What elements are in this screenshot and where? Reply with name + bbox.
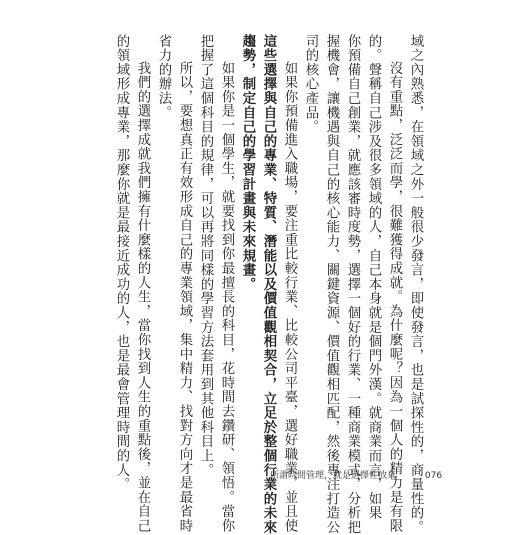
text-column-8: 這些選擇與自己的專業、特質、潛能以及價值觀相契合，立足於整個行業的未來 <box>261 34 277 535</box>
text-column-2: 沒有重點，泛泛而學，很難獲得成就。為什麼呢？因為一個人的精力是有限 <box>387 61 402 533</box>
page-footer <box>270 468 442 481</box>
text-column-10: 如果你是一個學生，就要找到你最擅長的科目，花時間去鑽研、領悟。當你 <box>219 61 234 533</box>
text-column-13: 省力的辦法。 <box>156 34 171 120</box>
text-column-1: 域之內熟悉，在領域之外一般很少發言，即使發言，也是試探性的，商量性的。 <box>408 34 423 535</box>
text-column-14: 我們的選擇成就我們擁有什麼樣的人生，當你找到人生的重點後，並在自己 <box>135 61 150 533</box>
page-number: 076 <box>424 471 443 481</box>
text-column-6: 司的核心產品。 <box>303 34 318 135</box>
text-column-5: 握機會，讓機遇與自己的核心能力、關鍵資源、價值觀相匹配，然後專注打造公 <box>324 34 339 535</box>
text-column-7: 如果你預備進入職場，要注重比較行業、比較公司平臺，選好職業，並且使 <box>282 61 297 533</box>
text-column-9: 趨勢，制定自己的學習計畫與未來規畫。 <box>240 34 256 292</box>
text-column-3: 的。聲稱自己涉及很多領域的人，自己本身就是個門外漢。就商業而言，如果 <box>366 34 381 521</box>
footer-book-title: 所謂時間管理，就是選擇性放棄 <box>270 471 397 481</box>
text-column-11: 把握了這個科目的規律，可以再將同樣的學習方法套用到其他科目上。 <box>198 34 213 478</box>
text-column-4: 你預備自己創業，就應該審時度勢，選擇一個好的行業、一種商業模式，分析把 <box>345 34 360 535</box>
text-column-15: 的領域形成專業，那麼你就是最接近成功的人，也是最會管理時間的人。 <box>114 34 129 492</box>
text-column-12: 所以，要想真正有效形成自己的專業領域，集中精力、找對方向才是最省時 <box>177 61 192 533</box>
